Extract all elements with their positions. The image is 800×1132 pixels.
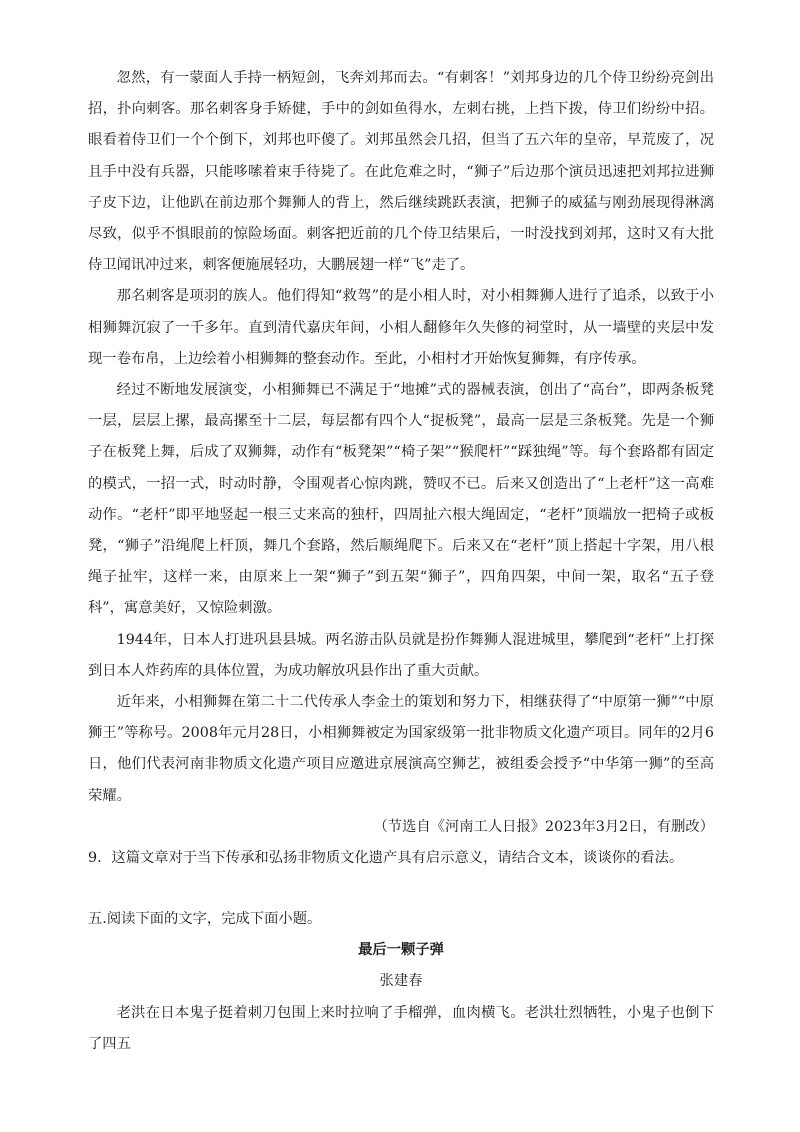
section-5-instruction: 五.阅读下面的文字，完成下面小题。 [88, 911, 322, 927]
question-9 [88, 843, 714, 874]
article-paragraph-5: 近年来，小相狮舞在第二十二代传承人李金土的策划和努力下，相继获得了“中原第一狮”“中原狮王”等称号。2008年元月28日，小相狮舞被定为国家级第一批非物质文化遗产项目。同年的2月6日，他们代表河南非物质文化遗产项目应邀进京展演高空狮艺，被组委会授予“中华第一狮”的至高荣耀。 [88, 694, 714, 804]
story-title: 最后一颗子弹 [358, 942, 444, 959]
article-body [88, 63, 714, 843]
story-first-line: 老洪在日本鬼子挺着刺刀包围上来时拉响了手榴弹，血肉横飞。老洪壮烈牺牲，小鬼子也倒下了四五 [88, 1004, 714, 1052]
article-paragraph-3: 经过不断地发展演变，小相狮舞已不满足于“地摊”式的器械表演，创出了“高台”，即两条板凳一层，层层上摞，最高摞至十二层，每层都有四个人“捉板凳”，最高一层是三条板凳。先是一个狮子在板凳上舞，后成了双狮舞，动作有“板凳架”“椅子架”“猴爬杆”“踩独绳”等。每个套路都有固定的模式，一招一式，时动时静，令围观者心惊肉跳，赞叹不已。后来又创造出了“上老杆”这一高难动作。“老杆”即平地竖起一根三丈来高的独杆，四周扯六根大绳固定，“老杆”顶端放一把椅子或板凳，“狮子”沿绳爬上杆顶，舞几个套路，然后顺绳爬下。后来又在“老杆”顶上搭起十字架，用八根绳子扯牢，这样一来，由原来上一架“狮子”到五架“狮子”，四角四架，中间一架，取名“五子登科”，寓意美好，又惊险刺激。 [88, 382, 714, 617]
question-9-text: 9．这篇文章对于当下传承和弘扬非物质文化遗产具有启示意义，请结合文本，谈谈你的看法。 [88, 850, 684, 866]
article-paragraph-2: 那名刺客是项羽的族人。他们得知“救驾”的是小相人时，对小相舞狮人进行了追杀，以致于小相狮舞沉寂了一千多年。直到清代嘉庆年间，小相人翻修年久失修的祠堂时，从一墙壁的夹层中发现一卷布帛，上边绘着小相狮舞的整套动作。至此，小相村才开始恢复狮舞，有序传承。 [88, 288, 714, 367]
article-source: （节选自《河南工人日报》2023年3月2日，有删改） [373, 818, 714, 835]
story-author: 张建春 [379, 973, 423, 990]
article-paragraph-4: 1944年，日本人打进巩县县城。两名游击队员就是扮作舞狮人混进城里，攀爬到“老杆”上打探到日本人炸药库的具体位置，为成功解放巩县作出了重大贡献。 [88, 631, 714, 679]
article-paragraph-1: 忽然，有一蒙面人手持一柄短剑，飞奔刘邦而去。“有刺客！”刘邦身边的几个侍卫纷纷亮剑出招，扑向刺客。那名刺客身手矫健，手中的剑如鱼得水，左刺右挑，上挡下拨，侍卫们纷纷中招。眼看着侍卫们一个个倒下，刘邦也吓傻了。刘邦虽然会几招，但当了五六年的皇帝，早荒废了，况且手中没有兵器，只能哆嗦着束手待毙了。在此危难之时，“狮子”后边那个演员迅速把刘邦拉进狮子皮下边，让他趴在前边那个舞狮人的背上，然后继续跳跃表演，把狮子的威猛与刚劲展现得淋漓尽致，似乎不惧眼前的惊险场面。刺客把近前的几个侍卫结果后，一时没找到刘邦，这时又有大批侍卫闻讯冲过来，刺客便施展轻功，大鹏展翅一样“飞”走了。 [88, 70, 714, 274]
section-5 [88, 904, 714, 1060]
